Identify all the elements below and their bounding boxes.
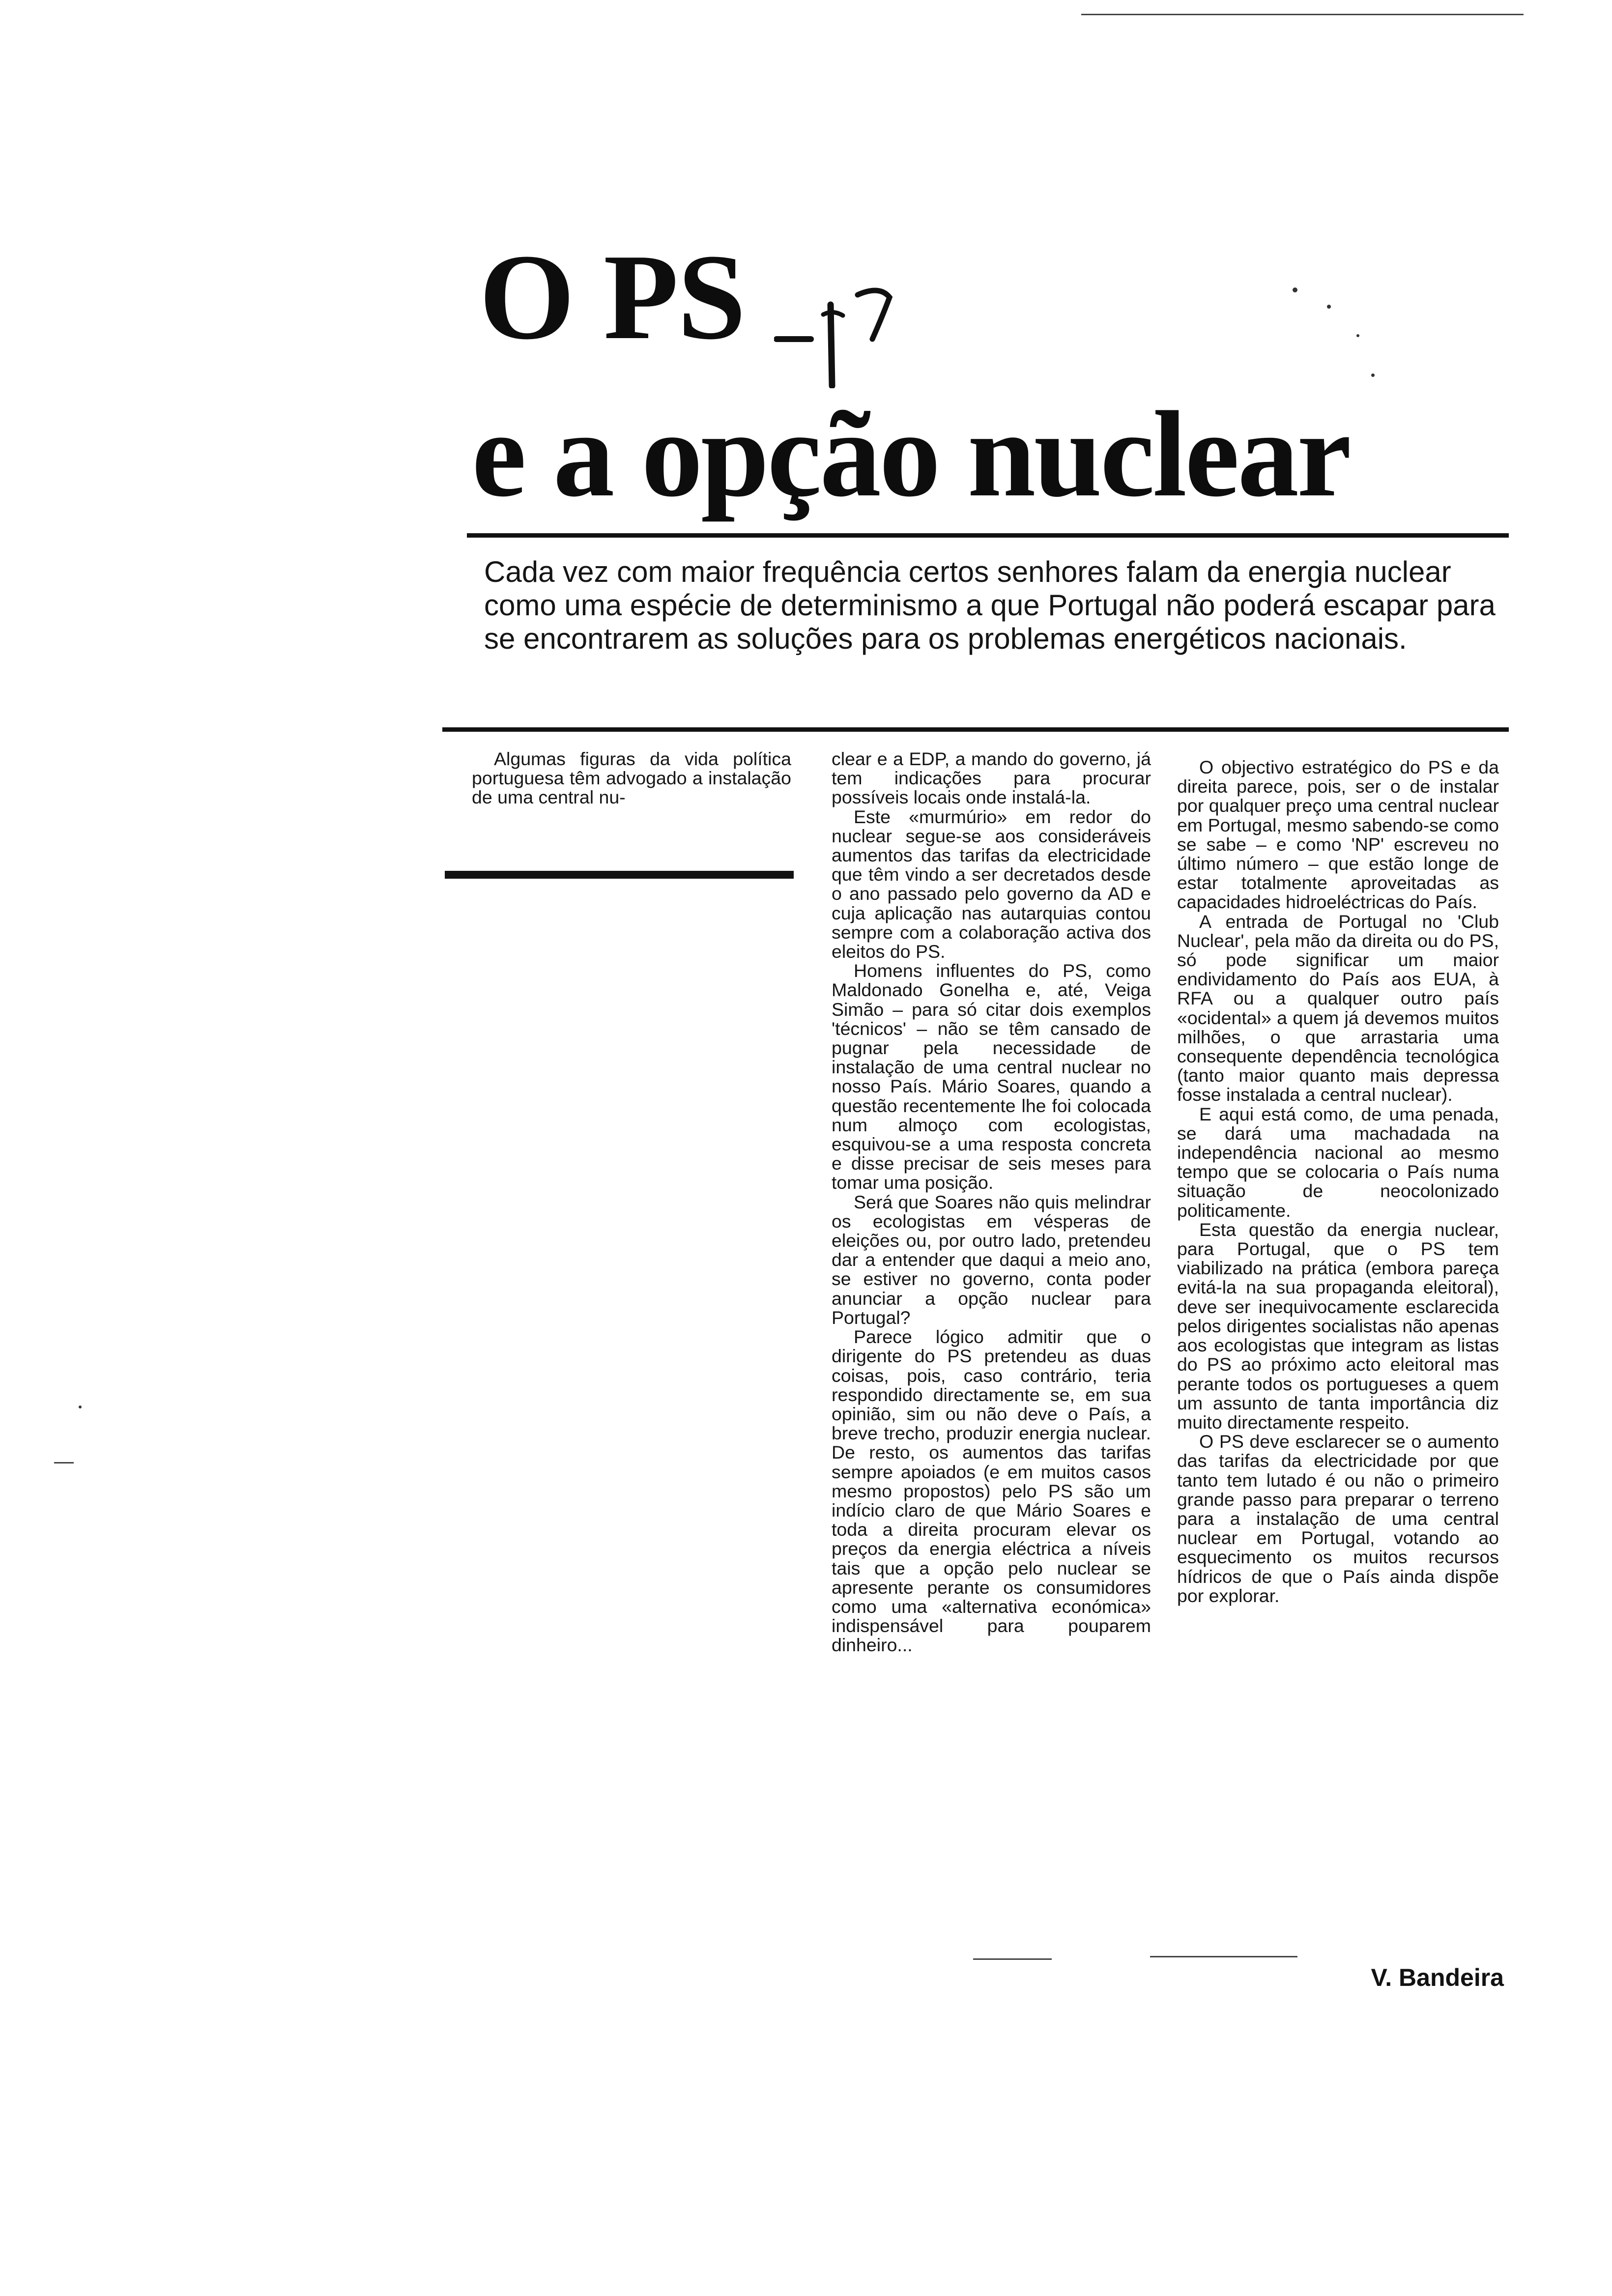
column2-paragraph: Homens influentes do PS, como Maldonado Gonelha e, até, Veiga Simão – para só citar dois exemplos 'técnicos' – não se têm cansado de pugnar pela necessidade de instalação de uma central nuclear no nosso País. Mário Soares, quando a questão recentemente lhe foi colocada num almoço com ecologistas, esquivou-se a uma resposta concreta e disse precisar de seis meses para tomar uma posição. <box>832 960 1151 1193</box>
column1-rule <box>445 871 794 879</box>
column3-paragraph: O objectivo estratégico do PS e da direita parece, pois, ser o de instalar por qualquer preço uma central nuclear em Portugal, mesmo sabendo-se como se sabe – e como 'NP' escreveu no último número – que estão longe de estar totalmente aproveitadas as capacidades hidroeléctricas do País. <box>1177 757 1499 913</box>
column3-paragraph: O PS deve esclarecer se o aumento das tarifas da electricidade por que tanto tem lutado é ou não o primeiro grande passo para preparar o terreno para a instalação de uma central nuclear em Portugal, votando ao esquecimento os muitos recursos hídricos de que o País ainda dispõe por explorar. <box>1177 1431 1499 1606</box>
scan-artefact <box>1081 14 1524 15</box>
headline-line1: O PS <box>479 229 745 365</box>
scan-artefact <box>973 1958 1052 1960</box>
scan-speck <box>79 1406 82 1408</box>
headline-line2: e a opção nuclear <box>472 386 1350 522</box>
column1-paragraph: Algumas figuras da vida política portuguesa têm advogado a instalação de uma central nu- <box>472 748 791 808</box>
column2-paragraph: Este «murmúrio» em redor do nuclear segue-se aos consideráveis aumentos das tarifas da electricidade que têm vindo a ser decretados desde o ano passado pelo governo da AD e cuja aplicação nas autarquias contou sempre com a colaboração activa dos eleitos do PS. <box>832 806 1151 962</box>
column3-paragraph: A entrada de Portugal no 'Club Nuclear', pela mão da direita ou do PS, só pode significar um maior endividamento do País aos EUA, à RFA ou a qualquer outro país «ocidental» a quem já devemos muitos milhões, o que arrastaria uma consequente dependência tecnológica (tanto maior quanto mais depressa fosse instalada a central nuclear). <box>1177 911 1499 1105</box>
scan-speck <box>1293 287 1297 292</box>
scan-artefact <box>54 1462 74 1464</box>
handwritten-annotation <box>774 275 921 388</box>
article-column-3 <box>1177 758 1499 1606</box>
lead-rule <box>442 727 1509 732</box>
lead-paragraph: Cada vez com maior frequência certos senhores falam da energia nuclear como uma espécie de determinismo a que Portugal não poderá escapar para se encontrarem as soluções para os problemas energéticos nacionais. <box>484 555 1496 655</box>
column3-paragraph: Esta questão da energia nuclear, para Portugal, que o PS tem viabilizado na prática (embora pareça evitá-la na sua propaganda eleitoral), deve ser inequivocamente esclarecida pelos dirigentes socialistas não apenas aos ecologistas que integram as listas do PS ao próximo acto eleitoral mas perante todos os portugueses a quem um assunto de tanta importância diz muito directamente respeito. <box>1177 1219 1499 1433</box>
scan-speck <box>1356 334 1359 337</box>
column2-paragraph: Parece lógico admitir que o dirigente do PS pretendeu as duas coisas, pois, caso contrário, teria respondido directamente se, em sua opinião, sim ou não deve o País, a breve trecho, produzir energia nuclear. De resto, os aumentos das tarifas sempre apoiados (e em muitos casos mesmo propostos) pelo PS são um indício claro de que Mário Soares e toda a direita procuram elevar os preços da energia eléctrica a níveis tais que a opção pelo nuclear se apresente perante os consumidores como uma «alternativa económica» indispensável para pouparem dinheiro... <box>832 1326 1151 1656</box>
scan-artefact <box>1150 1956 1297 1957</box>
scan-speck <box>1327 305 1331 309</box>
scan-speck <box>1371 373 1375 377</box>
column3-paragraph: E aqui está como, de uma penada, se dará uma machadada na independência nacional ao mesmo tempo que se colocaria o País numa situação de neocolonizado politicamente. <box>1177 1103 1499 1221</box>
title-rule <box>467 533 1509 538</box>
column2-paragraph: Será que Soares não quis melindrar os ecologistas em vésperas de eleições ou, por outro lado, pretendeu dar a entender que daqui a meio ano, se estiver no governo, conta poder anunciar a opção nuclear para Portugal? <box>832 1191 1151 1328</box>
article-column-2 <box>832 749 1151 1655</box>
byline: V. Bandeira <box>1371 1964 1504 1991</box>
article-column-1 <box>472 749 791 807</box>
column2-paragraph: clear e a EDP, a mando do governo, já tem indicações para procurar possíveis locais onde instalá-la. <box>832 748 1151 808</box>
